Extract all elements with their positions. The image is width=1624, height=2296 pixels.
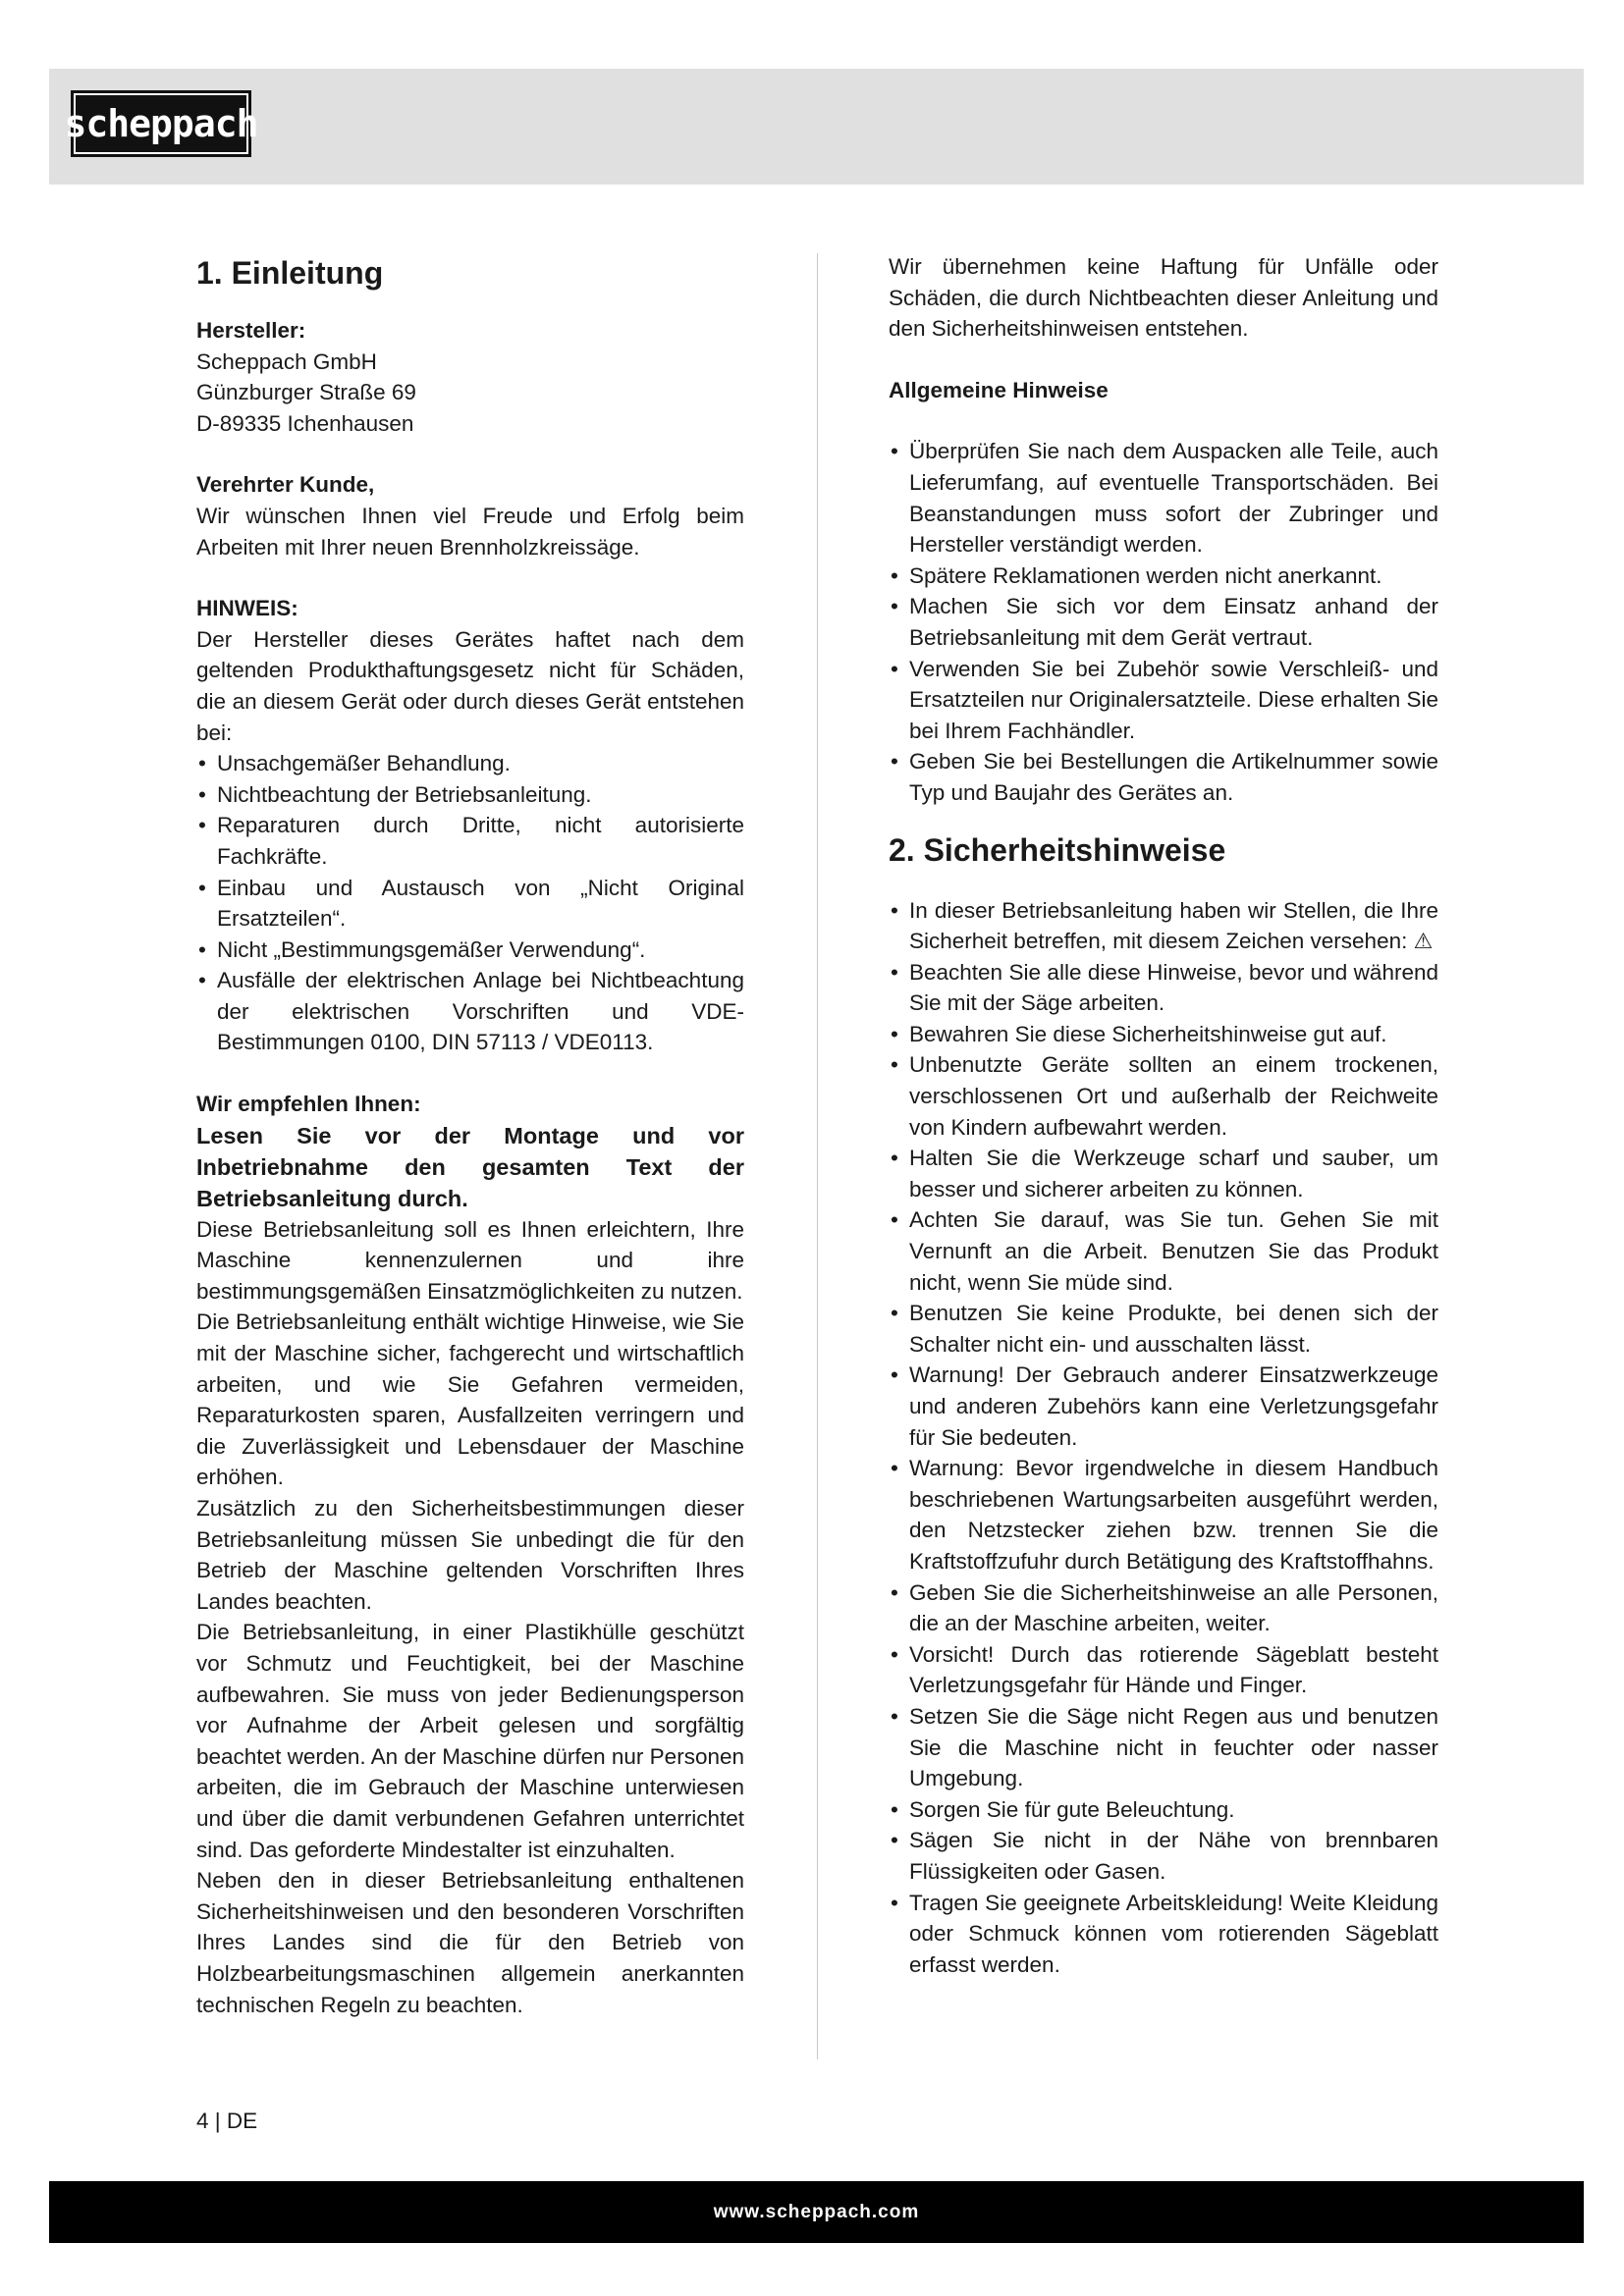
address-line: Günzburger Straße 69 [196,380,416,405]
list-item: • Tragen Sie geeignete Arbeitskleidung! Weite Kleidung oder Schmuck können vom rotierenden Sägeblatt erfasst werden. [889,1888,1438,1981]
list-item: • Geben Sie bei Bestellungen die Artikelnummer sowie Typ und Baujahr des Gerätes an. [889,746,1438,808]
list-item: • Einbau und Austausch von „Nicht Original Ersatzteilen“. [196,873,744,934]
list-item: • Reparaturen durch Dritte, nicht autorisierte Fachkräfte. [196,810,744,872]
website-link[interactable]: www.scheppach.com [713,2201,920,2222]
customer-label: Verehrter Kunde, [196,472,375,498]
address-line: Scheppach GmbH [196,348,377,374]
list-item: • Warnung: Bevor irgendwelche in diesem Handbuch beschriebenen Wartungsarbeiten ausgeführt werden, den Netzstecker ziehen bzw. trennen Sie die Kraftstoffzufuhr durch Betätigung des Kraftstoffhahns. [889,1453,1438,1576]
list-item: • Halten Sie die Werkzeuge scharf und sauber, um besser und sicherer arbeiten zu können. [889,1143,1438,1204]
paragraph: Zusätzlich zu den Sicherheitsbestimmungen dieser Betriebsanleitung müssen Sie unbedingt die für den Betrieb der Maschine geltenden Vorschriften Ihres Landes beachten. [196,1496,744,1614]
notice-text: Der Hersteller dieses Gerätes haftet nach dem geltenden Produkthaftungsgesetz nicht für Schäden, die an diesem Gerät oder durch dieses Gerät entstehen bei: [196,626,744,745]
list-item: • Bewahren Sie diese Sicherheitshinweise gut auf. [889,1019,1438,1050]
address-line: D-89335 Ichenhausen [196,410,414,436]
safety-list [889,895,1438,1981]
list-item: • Warnung! Der Gebrauch anderer Einsatzwerkzeuge und anderen Zubehörs kann eine Verletzungsgefahr für Sie bedeuten. [889,1360,1438,1453]
manufacturer-address [196,347,744,440]
list-item [889,895,1438,957]
paragraph: Die Betriebsanleitung, in einer Plastikhülle geschützt vor Schmutz und Feuchtigkeit, bei der Maschine aufbewahren. Sie muss von jeder Bedienungsperson vor Aufnahme der Arbeit gelesen und sorgfältig beachtet werden. An der Maschine dürfen nur Personen arbeiten, die im Gebrauch der Maschine unterwiesen und über die damit verbundenen Gefahren unterrichtet sind. Das geforderte Mindestalter ist einzuhalten. [196,1620,744,1862]
list-item: • Verwenden Sie bei Zubehör sowie Verschleiß- und Ersatzteilen nur Originalersatzteile. Diese erhalten Sie bei Ihrem Fachhändler. [889,654,1438,747]
list-item: • Sägen Sie nicht in der Nähe von brennbaren Flüssigkeiten oder Gasen. [889,1825,1438,1887]
footer-band [49,2181,1584,2243]
list-item: • Sorgen Sie für gute Beleuchtung. [889,1794,1438,1826]
right-column [889,251,1438,1980]
safety-first-item-text: In dieser Betriebsanleitung haben wir Stellen, die Ihre Sicherheit betreffen, mit diesem Zeichen versehen: [909,897,1438,954]
paragraph: Die Betriebsanleitung enthält wichtige Hinweise, wie Sie mit der Maschine sicher, fachgerecht und wirtschaftlich arbeiten, und wie Sie Gefahren vermeiden, Reparaturkosten sparen, Ausfallzeiten verringern und die Zuverlässigkeit und Lebensdauer der Maschine erhöhen. [196,1309,744,1490]
warning-triangle-icon: ⚠ [1413,929,1434,954]
notice-list [196,748,744,1058]
list-item: • Überprüfen Sie nach dem Auspacken alle Teile, auch Lieferumfang, auf eventuelle Transportschäden. Bei Beanstandungen muss sofort der Zubringer und Hersteller verständigt werden. [889,436,1438,560]
list-item: • Unbenutzte Geräte sollten an einem trockenen, verschlossenen Ort und außerhalb der Reichweite von Kindern aufbewahrt werden. [889,1049,1438,1143]
recommend-label: Wir empfehlen Ihnen: [196,1092,421,1117]
liability-text: Wir übernehmen keine Haftung für Unfälle oder Schäden, die durch Nichtbeachten dieser Anleitung und den Sicherheitshinweisen entstehen. [889,254,1438,342]
list-item: • Beachten Sie alle diese Hinweise, bevor und während Sie mit der Säge arbeiten. [889,957,1438,1019]
list-item: • Setzen Sie die Säge nicht Regen aus und benutzen Sie die Maschine nicht in feuchter oder nasser Umgebung. [889,1701,1438,1794]
header-band [49,69,1584,185]
column-divider [817,253,818,2059]
notice-label: HINWEIS: [196,596,298,621]
section-heading-introduction: 1. Einleitung [196,255,384,291]
list-item: • Ausfälle der elektrischen Anlage bei Nichtbeachtung der elektrischen Vorschriften und VDE-Bestimmungen 0100, DIN 57113 / VDE0113. [196,965,744,1058]
manufacturer-label: Hersteller: [196,318,306,343]
list-item: • Nicht „Bestimmungsgemäßer Verwendung“. [196,934,744,966]
list-item: • Geben Sie die Sicherheitshinweise an alle Personen, die an der Maschine arbeiten, weiter. [889,1577,1438,1639]
page-number: 4 | DE [196,2109,258,2133]
list-item: • Spätere Reklamationen werden nicht anerkannt. [889,561,1438,592]
recommend-bold-text: Lesen Sie vor der Montage und vor Inbetriebnahme den gesamten Text der Betriebsanleitung durch. [196,1122,744,1211]
list-item: • Vorsicht! Durch das rotierende Sägeblatt besteht Verletzungsgefahr für Hände und Finger. [889,1639,1438,1701]
list-item: • Achten Sie darauf, was Sie tun. Gehen Sie mit Vernunft an die Arbeit. Benutzen Sie das Produkt nicht, wenn Sie müde sind. [889,1204,1438,1298]
general-notes-list [889,436,1438,808]
paragraph: Diese Betriebsanleitung soll es Ihnen erleichtern, Ihre Maschine kennenzulernen und ihre bestimmungsgemäßen Einsatzmöglichkeiten zu nutzen. [196,1216,744,1304]
list-item: • Unsachgemäßer Behandlung. [196,748,744,779]
customer-text: Wir wünschen Ihnen viel Freude und Erfolg beim Arbeiten mit Ihrer neuen Brennholzkreissäge. [196,503,744,560]
left-column [196,251,744,2020]
section-heading-safety: 2. Sicherheitshinweise [889,831,1226,868]
list-item: • Nichtbeachtung der Betriebsanleitung. [196,779,744,811]
brand-logo: scheppach [71,90,251,157]
list-item: • Machen Sie sich vor dem Einsatz anhand der Betriebsanleitung mit dem Gerät vertraut. [889,591,1438,653]
general-notes-label: Allgemeine Hinweise [889,377,1109,402]
paragraph: Neben den in dieser Betriebsanleitung enthaltenen Sicherheitshinweisen und den besonderen Vorschriften Ihres Landes sind die für den Betrieb von Holzbearbeitungsmaschinen allgemein anerkannten technischen Regeln zu beachten. [196,1868,744,2017]
list-item: • Benutzen Sie keine Produkte, bei denen sich der Schalter nicht ein- und ausschalten lässt. [889,1298,1438,1360]
